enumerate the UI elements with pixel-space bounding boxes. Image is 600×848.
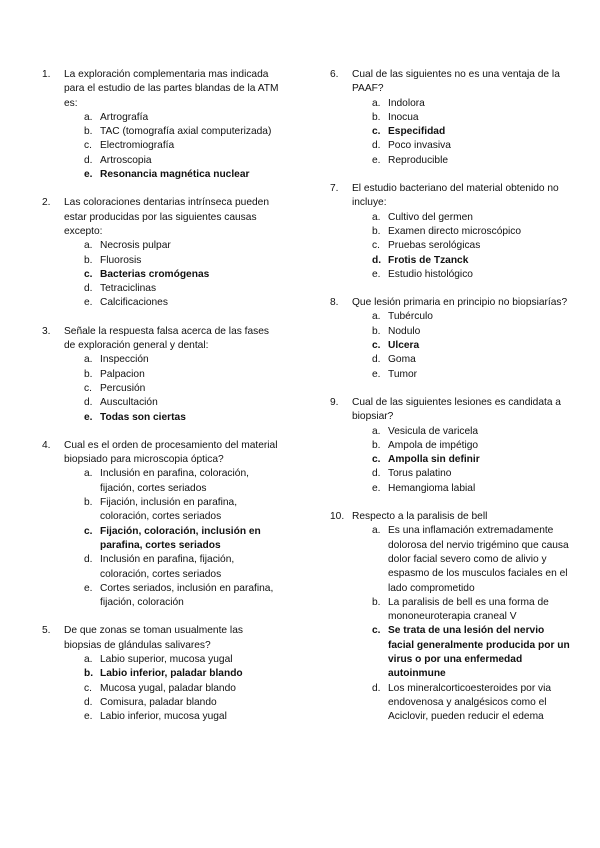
answer-option xyxy=(330,596,570,625)
option-letter: d. xyxy=(84,696,93,708)
answer-option xyxy=(42,254,282,268)
option-letter: b. xyxy=(372,225,381,237)
option-letter: a. xyxy=(84,653,93,665)
answer-options xyxy=(330,211,570,282)
answer-options xyxy=(330,97,570,168)
option-text: Estudio histológico xyxy=(388,268,473,280)
option-text: Nodulo xyxy=(388,325,421,337)
answer-option xyxy=(330,482,570,496)
option-letter: b. xyxy=(84,254,93,266)
question-number: 6. xyxy=(330,69,339,80)
option-text: Calcificaciones xyxy=(100,297,168,309)
answer-option xyxy=(330,353,570,367)
option-letter: a. xyxy=(372,525,381,537)
option-letter: c. xyxy=(372,340,381,352)
option-text: Necrosis pulpar xyxy=(100,240,171,252)
question-4 xyxy=(42,439,282,611)
right-column xyxy=(330,68,570,738)
option-text: Pruebas serológicas xyxy=(388,240,481,252)
answer-option xyxy=(42,710,282,724)
option-letter: d. xyxy=(84,154,93,166)
option-letter: b. xyxy=(372,325,381,337)
answer-option xyxy=(42,139,282,153)
option-letter: e. xyxy=(372,482,381,494)
option-text: Tubérculo xyxy=(388,311,433,323)
question-text: Cual de las siguientes no es una ventaja de la PAAF? xyxy=(352,69,560,95)
answer-option xyxy=(42,467,282,496)
option-text: Resonancia magnética nuclear xyxy=(100,169,250,181)
answer-option-correct xyxy=(330,254,570,268)
option-text: Reproducible xyxy=(388,154,449,166)
option-letter: d. xyxy=(372,254,382,266)
option-letter: c. xyxy=(372,625,381,637)
question-6 xyxy=(330,68,570,168)
option-letter: e. xyxy=(84,169,93,181)
question-number: 10. xyxy=(330,511,345,523)
option-letter: a. xyxy=(372,425,381,437)
question-7 xyxy=(330,182,570,282)
answer-option xyxy=(330,425,570,439)
question-number: 5. xyxy=(42,625,51,637)
answer-option-correct xyxy=(42,667,282,681)
answer-option xyxy=(330,682,570,725)
option-text: Cultivo del germen xyxy=(388,211,473,223)
option-text: Comisura, paladar blando xyxy=(100,696,217,708)
option-letter: a. xyxy=(84,240,93,252)
option-text: Mucosa yugal, paladar blando xyxy=(100,682,236,694)
option-text: Indolora xyxy=(388,97,425,109)
answer-option xyxy=(42,696,282,710)
answer-option xyxy=(330,368,570,382)
answer-option xyxy=(330,310,570,324)
option-text: Bacterias cromógenas xyxy=(100,268,210,280)
answer-option xyxy=(330,225,570,239)
option-letter: b. xyxy=(84,126,93,138)
option-text: Ulcera xyxy=(388,340,420,352)
option-letter: b. xyxy=(84,368,93,380)
answer-option-correct xyxy=(42,411,282,425)
option-text: Fluorosis xyxy=(100,254,142,266)
question-number: 9. xyxy=(330,396,339,408)
answer-option xyxy=(330,211,570,225)
answer-option xyxy=(42,353,282,367)
option-letter: c. xyxy=(84,525,93,537)
option-text: Labio superior, mucosa yugal xyxy=(100,653,233,665)
answer-option xyxy=(330,524,570,595)
option-letter: d. xyxy=(372,140,381,152)
answer-option xyxy=(42,382,282,396)
left-column xyxy=(42,68,282,738)
answer-options xyxy=(42,239,282,310)
option-letter: a. xyxy=(84,354,93,366)
option-letter: e. xyxy=(84,582,93,594)
question-number: 4. xyxy=(42,439,51,451)
option-text: Artroscopia xyxy=(100,154,152,166)
option-letter: a. xyxy=(372,311,381,323)
option-text: TAC (tomografía axial computerizada) xyxy=(100,126,272,138)
option-text: Poco invasiva xyxy=(388,140,451,152)
question-text: Respecto a la paralisis de bell xyxy=(352,511,488,523)
answer-option-correct xyxy=(330,453,570,467)
option-letter: b. xyxy=(372,596,381,608)
option-letter: e. xyxy=(84,711,93,723)
option-letter: c. xyxy=(84,382,92,394)
answer-option xyxy=(42,582,282,611)
question-1 xyxy=(42,68,282,182)
option-letter: d. xyxy=(372,468,381,480)
option-letter: c. xyxy=(372,240,380,252)
option-letter: c. xyxy=(372,454,381,466)
option-letter: d. xyxy=(84,554,93,566)
question-text: Las coloraciones dentarias intrínseca pueden estar producidas por las siguientes causas excepto: xyxy=(64,197,270,237)
answer-option xyxy=(330,325,570,339)
option-text: Auscultación xyxy=(100,397,158,409)
option-text: Labio inferior, mucosa yugal xyxy=(100,711,227,723)
question-8 xyxy=(330,296,570,382)
answer-option xyxy=(42,125,282,139)
option-letter: e. xyxy=(372,368,381,380)
option-text: Fijación, inclusión en parafina, coloración, cortes seriados xyxy=(100,497,238,523)
option-letter: b. xyxy=(372,111,381,123)
option-letter: b. xyxy=(372,439,381,451)
answer-option xyxy=(42,296,282,310)
option-text: Torus palatino xyxy=(388,468,452,480)
option-letter: a. xyxy=(372,97,381,109)
option-letter: a. xyxy=(84,468,93,480)
option-text: Fijación, coloración, inclusión en parafina, cortes seriados xyxy=(100,525,261,551)
answer-options xyxy=(330,425,570,496)
question-text: El estudio bacteriano del material obtenido no incluye: xyxy=(352,183,559,209)
question-10 xyxy=(330,510,570,724)
option-text: Los mineralcorticoesteroides por via endovenosa y analgésicos como el Aciclovir, pueden reducir el edema xyxy=(388,682,552,723)
option-text: Artrografía xyxy=(100,111,149,123)
question-9 xyxy=(330,396,570,496)
answer-option-correct xyxy=(42,525,282,554)
option-letter: b. xyxy=(84,668,94,680)
option-text: Ampola de impétigo xyxy=(388,439,479,451)
answer-option xyxy=(42,154,282,168)
answer-option xyxy=(330,154,570,168)
option-text: Electromiografía xyxy=(100,140,175,152)
answer-options xyxy=(330,524,570,724)
option-text: Tumor xyxy=(388,368,418,380)
answer-option xyxy=(330,268,570,282)
answer-option xyxy=(330,439,570,453)
question-number: 3. xyxy=(42,325,51,337)
question-text: La exploración complementaria mas indicada para el estudio de las partes blandas de la ATM es: xyxy=(64,69,279,109)
answer-option xyxy=(42,368,282,382)
answer-option-correct xyxy=(330,624,570,681)
option-letter: e. xyxy=(84,411,93,423)
option-text: Todas son ciertas xyxy=(100,411,186,423)
question-2 xyxy=(42,196,282,310)
question-text: Cual es el orden de procesamiento del material biopsiado para microscopia óptica? xyxy=(64,439,278,466)
answer-option xyxy=(42,239,282,253)
option-text: La paralisis de bell es una forma de mononeuroterapia craneal V xyxy=(388,596,549,623)
option-text: Percusión xyxy=(100,382,146,394)
answer-option-correct xyxy=(330,339,570,353)
answer-option xyxy=(330,111,570,125)
answer-options xyxy=(42,653,282,724)
answer-option xyxy=(42,682,282,696)
option-text: Inclusión en parafina, coloración, fijación, cortes seriados xyxy=(100,468,249,494)
question-text: Que lesión primaria en principio no biopsiarías? xyxy=(352,297,568,309)
option-text: Palpacion xyxy=(100,368,145,380)
answer-option xyxy=(42,653,282,667)
answer-option xyxy=(330,97,570,111)
answer-option xyxy=(42,396,282,410)
question-number: 8. xyxy=(330,297,339,309)
question-text: Señale la respuesta falsa acerca de las fases de exploración general y dental: xyxy=(64,325,270,352)
answer-option xyxy=(330,239,570,253)
option-letter: c. xyxy=(84,682,92,694)
option-text: Inclusión en parafina, fijación, coloración, cortes seriados xyxy=(100,554,235,580)
option-text: Ampolla sin definir xyxy=(388,454,480,466)
option-letter: d. xyxy=(372,682,381,694)
answer-option xyxy=(42,496,282,525)
option-text: Inspección xyxy=(100,354,149,366)
option-text: Examen directo microscópico xyxy=(388,225,522,237)
answer-option-correct xyxy=(330,125,570,139)
option-letter: a. xyxy=(84,111,93,123)
question-text: Cual de las siguientes lesiones es candidata a biopsiar? xyxy=(352,396,561,423)
question-3 xyxy=(42,325,282,425)
answer-options xyxy=(42,353,282,424)
answer-option-correct xyxy=(42,168,282,182)
answer-option xyxy=(330,467,570,481)
option-letter: e. xyxy=(372,154,381,166)
option-text: Es una inflamación extremadamente dolorosa del nervio trigémino que causa dolor facial severo como de alivio y espasmo de los musculos faciales en el lado comprometido xyxy=(388,525,569,594)
option-text: Cortes seriados, inclusión en parafina, fijación, coloración xyxy=(100,582,274,609)
answer-option xyxy=(42,111,282,125)
option-text: Vesicula de varicela xyxy=(388,425,479,437)
option-letter: d. xyxy=(84,397,93,409)
option-text: Se trata de una lesión del nervio facial generalmente producida por un virus o por una enfermedad autoinmune xyxy=(388,625,570,680)
option-letter: d. xyxy=(84,283,93,295)
option-text: Especifidad xyxy=(388,126,446,138)
answer-options xyxy=(330,310,570,381)
option-letter: d. xyxy=(372,354,381,366)
option-letter: b. xyxy=(84,497,93,509)
question-5 xyxy=(42,624,282,724)
option-letter: c. xyxy=(372,126,381,138)
question-number: 7. xyxy=(330,183,339,195)
option-text: Labio inferior, paladar blando xyxy=(100,668,243,680)
question-number: 2. xyxy=(42,197,51,209)
question-text: De que zonas se toman usualmente las biopsias de glándulas salivares? xyxy=(64,625,243,651)
answer-options xyxy=(42,111,282,182)
answer-option-correct xyxy=(42,268,282,282)
option-letter: e. xyxy=(372,268,381,280)
option-text: Tetraciclinas xyxy=(100,283,157,295)
option-text: Goma xyxy=(388,354,416,366)
option-letter: a. xyxy=(372,211,381,223)
option-letter: e. xyxy=(84,297,93,309)
option-letter: c. xyxy=(84,140,92,152)
answer-option xyxy=(42,282,282,296)
answer-option xyxy=(42,553,282,582)
question-number: 1. xyxy=(42,69,51,80)
option-text: Hemangioma labial xyxy=(388,482,476,494)
option-text: Frotis de Tzanck xyxy=(388,254,469,266)
option-letter: c. xyxy=(84,268,93,280)
answer-options xyxy=(42,467,282,610)
answer-option xyxy=(330,139,570,153)
option-text: Inocua xyxy=(388,111,419,123)
